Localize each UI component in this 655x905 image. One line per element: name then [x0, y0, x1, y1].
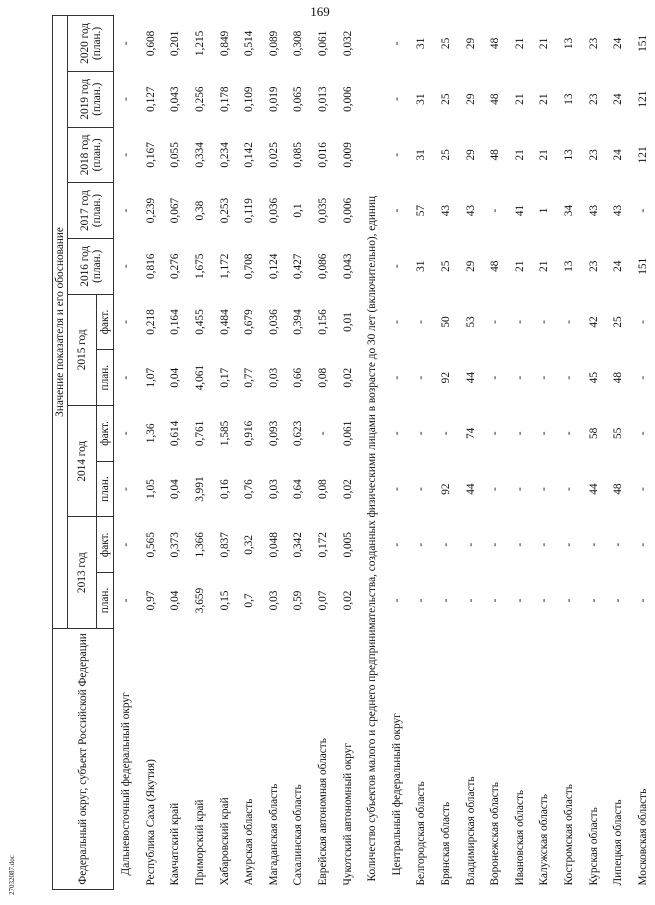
table-cell: 0,218 — [144, 309, 157, 335]
region-name: Воронежская область — [489, 782, 502, 886]
region-name: Владимирская область — [464, 776, 477, 886]
table-cell: - — [612, 542, 625, 547]
region-name: Московская область — [636, 788, 649, 886]
table-cell: 0,427 — [292, 253, 305, 279]
table-cell: - — [538, 542, 551, 547]
region-name: Сахалинская область — [292, 784, 305, 886]
table-cell: 121 — [636, 146, 649, 164]
table-cell: 25 — [612, 316, 625, 328]
table-cell: - — [415, 431, 428, 436]
table-cell: - — [538, 598, 551, 603]
table-cell: - — [390, 320, 403, 324]
table-cell: - — [489, 208, 502, 213]
header-group: Значение показателя и его обоснование — [53, 16, 68, 629]
table-cell: 44 — [464, 483, 477, 495]
table-note-row — [360, 16, 385, 890]
table-cell: 48 — [489, 260, 502, 272]
table-cell: - — [390, 431, 403, 436]
table-cell: - — [120, 152, 133, 157]
table-cell: - — [390, 97, 403, 102]
table-row — [335, 16, 360, 890]
table-cell: 23 — [587, 260, 600, 272]
table-cell: 0,276 — [169, 253, 182, 279]
table-cell: 0,065 — [292, 86, 305, 112]
indicator-table — [52, 15, 655, 890]
table-cell: 21 — [513, 260, 526, 272]
table-cell: - — [562, 598, 575, 603]
table-cell: 53 — [464, 316, 477, 328]
table-cell: 0,167 — [144, 142, 157, 168]
table-cell: 0,394 — [292, 309, 305, 335]
table-cell: 0,761 — [194, 420, 207, 447]
table-cell: 0,089 — [267, 30, 280, 57]
table-cell: 121 — [636, 90, 649, 108]
table-cell: 3,991 — [194, 476, 207, 502]
table-cell: 21 — [513, 149, 526, 161]
table-cell: 13 — [562, 93, 575, 105]
table-cell: 25 — [440, 37, 453, 50]
table-cell: 0,334 — [194, 142, 207, 168]
table-cell: 48 — [612, 483, 625, 495]
table-cell: 0,614 — [169, 420, 182, 447]
table-cell: 0,009 — [341, 142, 354, 168]
table-cell: 0,109 — [243, 86, 256, 112]
table-cell: - — [489, 320, 502, 324]
table-cell: 45 — [587, 372, 600, 384]
header-year: 2020 год (план.) — [68, 16, 114, 72]
section-row — [385, 16, 410, 890]
table-cell: 0,005 — [341, 532, 354, 558]
table-cell: 44 — [587, 483, 600, 495]
table-row — [434, 16, 459, 890]
table-cell: 0,837 — [218, 532, 231, 558]
table-cell: 50 — [440, 316, 453, 328]
table-cell: 0,849 — [218, 30, 231, 57]
table-cell: - — [390, 208, 403, 213]
table-cell: 0,043 — [341, 253, 354, 279]
table-cell: 21 — [538, 260, 551, 272]
region-name: Магаданская область — [267, 783, 280, 886]
table-cell: 0,77 — [243, 367, 256, 388]
table-cell: 0,016 — [317, 142, 330, 168]
table-cell: - — [612, 598, 625, 603]
table-cell: 0,061 — [317, 30, 330, 57]
table-cell: - — [120, 208, 133, 213]
region-name: Костромская область — [562, 784, 575, 886]
table-cell: 23 — [587, 93, 600, 105]
table-cell: - — [513, 598, 526, 603]
table-cell: - — [120, 264, 133, 269]
table-cell: 3,659 — [194, 587, 207, 614]
table-cell: - — [636, 598, 649, 603]
header-year: 2014 год — [68, 406, 97, 517]
table-row — [458, 16, 483, 890]
indicator-description: Количество субъектов малого и среднего предпринимательства, созданных физическими лицами в возрасте до 30 лет (включительно), единиц — [366, 195, 379, 882]
table-row — [163, 16, 188, 890]
table-cell: - — [415, 320, 428, 324]
table-cell: 0,38 — [194, 200, 207, 221]
page-number: 169 — [310, 4, 330, 19]
table-cell: 0,816 — [144, 253, 157, 279]
table-cell: 0,006 — [341, 197, 354, 224]
rotated-table-container — [52, 15, 649, 890]
table-cell: - — [464, 542, 477, 547]
table-row — [483, 16, 508, 890]
table-cell: 24 — [612, 149, 625, 161]
table-cell: - — [636, 320, 649, 324]
table-cell: - — [390, 375, 403, 380]
table-cell: - — [562, 487, 575, 491]
table-cell: 0,03 — [267, 479, 280, 499]
table-cell: 0,64 — [292, 479, 305, 499]
region-name: Брянская область — [440, 801, 453, 886]
table-cell: 13 — [562, 37, 575, 50]
table-cell: 0,061 — [341, 420, 354, 447]
table-cell: 21 — [538, 149, 551, 161]
table-cell: - — [390, 152, 403, 157]
table-cell: 0,013 — [317, 86, 330, 112]
table-cell: 0,234 — [218, 142, 231, 168]
table-cell: 58 — [587, 427, 600, 440]
table-cell: 43 — [464, 204, 477, 217]
table-cell: 0,608 — [144, 30, 157, 57]
table-cell: 0,036 — [267, 309, 280, 335]
table-cell: - — [390, 41, 403, 46]
table-cell: 0,036 — [267, 197, 280, 224]
table-cell: 1 — [538, 207, 551, 214]
region-name: Еврейская автономная область — [317, 738, 330, 886]
table-cell: 0,124 — [267, 253, 280, 279]
table-cell: 31 — [415, 93, 428, 105]
table-cell: 24 — [612, 93, 625, 105]
table-cell: - — [562, 375, 575, 380]
table-cell: - — [538, 320, 551, 324]
district-name: Центральный федеральный округ — [390, 713, 403, 876]
table-row — [606, 16, 631, 890]
header-year: 2016 год (план.) — [68, 238, 114, 294]
table-cell: 0,1 — [292, 203, 305, 218]
table-cell: 23 — [587, 149, 600, 161]
footer-document-id: 27032087.doc — [8, 855, 16, 895]
table-cell: 29 — [464, 93, 477, 105]
table-cell: 0,067 — [169, 197, 182, 224]
table-cell: 0,342 — [292, 532, 305, 558]
table-cell: - — [390, 542, 403, 547]
table-cell: 0,455 — [194, 309, 207, 335]
table-cell: 57 — [415, 204, 428, 217]
table-cell: - — [513, 542, 526, 547]
table-cell: - — [562, 320, 575, 324]
table-row — [508, 16, 533, 890]
table-cell: 0,7 — [243, 593, 256, 608]
table-cell: 0,04 — [169, 367, 182, 388]
header-year: 2019 год (план.) — [68, 71, 114, 127]
table-cell: 0,172 — [317, 532, 330, 558]
table-cell: 0,164 — [169, 309, 182, 335]
table-cell: 1,172 — [218, 253, 231, 279]
region-name: Приморский край — [194, 799, 207, 886]
table-cell: - — [513, 375, 526, 380]
table-cell: - — [120, 320, 133, 324]
table-cell: 0,025 — [267, 142, 280, 168]
table-cell: 0,16 — [218, 479, 231, 499]
table-row — [286, 16, 311, 890]
table-cell: 0,66 — [292, 367, 305, 388]
table-cell: 48 — [489, 37, 502, 50]
table-cell: - — [120, 542, 133, 547]
table-cell: 0,055 — [169, 142, 182, 168]
header-subcolumn: план. — [97, 461, 114, 517]
region-name: Амурская область — [243, 798, 256, 886]
table-cell: 0,04 — [169, 590, 182, 611]
table-body — [114, 16, 655, 890]
table-cell: - — [390, 264, 403, 269]
table-cell: 42 — [587, 316, 600, 328]
table-cell: 0,03 — [267, 590, 280, 611]
header-subcolumn: план. — [97, 573, 114, 629]
table-cell: 0,08 — [317, 367, 330, 388]
table-cell: 31 — [415, 37, 428, 50]
table-cell: 0,02 — [341, 367, 354, 388]
table-cell: 0,256 — [194, 86, 207, 112]
table-cell: 0,623 — [292, 420, 305, 447]
table-cell: 151 — [636, 257, 649, 275]
table-cell: 151 — [636, 34, 649, 52]
table-cell: 74 — [464, 427, 477, 440]
table-cell: - — [390, 487, 403, 491]
table-cell: 0,03 — [267, 367, 280, 388]
table-cell: 0,035 — [317, 197, 330, 224]
table-cell: 0,679 — [243, 309, 256, 335]
table-cell: - — [538, 487, 551, 491]
table-cell: 0,308 — [292, 30, 305, 57]
table-cell: 21 — [513, 37, 526, 50]
table-cell: 0,15 — [218, 590, 231, 611]
table-cell: 0,565 — [144, 532, 157, 558]
table-cell: 24 — [612, 37, 625, 50]
table-cell: 1,585 — [218, 420, 231, 447]
table-cell: 0,127 — [144, 86, 157, 112]
table-cell: - — [636, 487, 649, 491]
header-year: 2017 год (план.) — [68, 183, 114, 239]
table-cell: - — [415, 375, 428, 380]
table-cell: 1,07 — [144, 367, 157, 388]
table-cell: - — [120, 97, 133, 102]
table-row — [630, 16, 655, 890]
table-header — [53, 16, 114, 890]
header-subcolumn: план. — [97, 350, 114, 406]
table-cell: - — [513, 487, 526, 491]
table-row — [139, 16, 164, 890]
table-cell: - — [562, 542, 575, 547]
table-cell: 0,97 — [144, 590, 157, 611]
table-cell: 0,086 — [317, 253, 330, 279]
header-name-column: Федеральный округ, субъект Российской Федерации — [53, 628, 114, 889]
table-cell: 31 — [415, 260, 428, 272]
table-row — [188, 16, 213, 890]
table-cell: 21 — [538, 93, 551, 105]
region-name: Липецкая область — [612, 799, 625, 886]
table-cell: - — [489, 598, 502, 603]
region-name: Калужская область — [538, 794, 551, 886]
table-cell: 0,08 — [317, 479, 330, 499]
table-cell: 44 — [464, 372, 477, 384]
table-cell: - — [636, 542, 649, 547]
table-row — [262, 16, 287, 890]
header-subcolumn: факт. — [97, 517, 114, 573]
table-cell: 1,675 — [194, 253, 207, 279]
header-subcolumn: факт. — [97, 406, 114, 462]
table-cell: 0,59 — [292, 590, 305, 611]
table-cell: 1,215 — [194, 30, 207, 57]
table-cell: 0,043 — [169, 86, 182, 112]
table-row — [557, 16, 582, 890]
table-cell: - — [489, 542, 502, 547]
table-cell: - — [120, 598, 133, 603]
region-name: Курская область — [587, 807, 600, 886]
table-cell: - — [440, 431, 453, 436]
table-cell: 0,019 — [267, 86, 280, 112]
table-cell: 43 — [587, 204, 600, 217]
region-name: Чукотский автономный округ — [341, 743, 354, 886]
table-cell: 0,514 — [243, 30, 256, 57]
table-cell: 48 — [489, 149, 502, 161]
table-cell: 0,032 — [341, 30, 354, 57]
table-cell: - — [513, 320, 526, 324]
table-cell: 0,253 — [218, 197, 231, 224]
table-cell: 0,085 — [292, 142, 305, 168]
table-cell: - — [440, 542, 453, 547]
region-name: Белгородская область — [415, 781, 428, 886]
table-cell: 13 — [562, 149, 575, 161]
table-cell: 0,142 — [243, 142, 256, 168]
table-cell: 34 — [562, 204, 575, 217]
table-cell: 43 — [440, 204, 453, 217]
table-cell: 0,02 — [341, 590, 354, 611]
table-cell: 0,484 — [218, 309, 231, 335]
table-cell: 0,32 — [243, 534, 256, 555]
table-cell: 4,061 — [194, 364, 207, 391]
table-cell: 0,02 — [341, 479, 354, 499]
table-cell: 0,17 — [218, 367, 231, 388]
table-cell: 0,156 — [317, 309, 330, 335]
table-cell: - — [562, 431, 575, 436]
region-name: Республика Саха (Якутия) — [144, 759, 157, 886]
table-cell: - — [513, 431, 526, 436]
table-cell: 48 — [489, 93, 502, 105]
table-cell: - — [538, 431, 551, 436]
table-cell: 21 — [513, 93, 526, 105]
table-cell: 92 — [440, 483, 453, 495]
table-cell: - — [464, 598, 477, 603]
table-cell: 0,201 — [169, 30, 182, 57]
table-cell: 43 — [612, 204, 625, 217]
table-cell: 29 — [464, 37, 477, 50]
table-cell: - — [489, 375, 502, 380]
table-cell: - — [489, 431, 502, 436]
table-cell: 24 — [612, 260, 625, 272]
table-cell: 48 — [612, 372, 625, 384]
table-cell: - — [489, 487, 502, 491]
table-cell: 0,373 — [169, 532, 182, 558]
table-cell: 31 — [415, 149, 428, 161]
table-cell: 13 — [562, 260, 575, 272]
table-cell: 1,05 — [144, 479, 157, 499]
table-row — [212, 16, 237, 890]
region-name: Хабаровский край — [218, 797, 231, 886]
section-row — [114, 16, 139, 890]
table-cell: 1,36 — [144, 423, 157, 444]
table-cell: - — [587, 542, 600, 547]
table-cell: 25 — [440, 260, 453, 272]
table-cell: 92 — [440, 372, 453, 384]
table-cell: 25 — [440, 93, 453, 105]
table-cell: - — [120, 41, 133, 46]
header-year: 2013 год — [68, 517, 97, 628]
table-cell: - — [120, 487, 133, 491]
table-cell: - — [317, 431, 330, 436]
district-name: Дальневосточный федеральный округ — [120, 692, 133, 876]
table-cell: 0,708 — [243, 253, 256, 279]
region-name: Камчатский край — [169, 802, 182, 886]
table-cell: 29 — [464, 260, 477, 272]
table-cell: 41 — [513, 204, 526, 217]
table-cell: 0,048 — [267, 532, 280, 558]
table-cell: - — [636, 375, 649, 380]
table-cell: 0,04 — [169, 479, 182, 499]
table-cell: - — [390, 598, 403, 603]
header-year: 2018 год (план.) — [68, 127, 114, 183]
table-cell: - — [415, 598, 428, 603]
table-cell: - — [440, 598, 453, 603]
table-cell: - — [120, 375, 133, 380]
table-cell: 0,093 — [267, 420, 280, 447]
table-cell: 0,119 — [243, 198, 256, 224]
table-cell: 0,916 — [243, 420, 256, 447]
table-cell: - — [636, 431, 649, 436]
table-cell: 0,239 — [144, 197, 157, 224]
table-row — [532, 16, 557, 890]
table-row — [581, 16, 606, 890]
table-row — [409, 16, 434, 890]
table-cell: - — [636, 208, 649, 213]
table-cell: 0,76 — [243, 479, 256, 499]
table-cell: - — [120, 431, 133, 436]
table-cell: 29 — [464, 149, 477, 161]
table-cell: - — [415, 542, 428, 547]
table-cell: 0,01 — [341, 312, 354, 332]
table-cell: 23 — [587, 37, 600, 50]
table-cell: 55 — [612, 427, 625, 440]
table-cell: - — [587, 598, 600, 603]
table-cell: 1,366 — [194, 532, 207, 558]
table-row — [237, 16, 262, 890]
region-name: Ивановская область — [513, 789, 526, 886]
table-row — [311, 16, 336, 890]
table-cell: - — [538, 375, 551, 380]
table-cell: 0,07 — [317, 590, 330, 611]
header-year: 2015 год — [68, 294, 97, 405]
header-subcolumn: факт. — [97, 294, 114, 350]
table-cell: 21 — [538, 37, 551, 50]
table-cell: 0,178 — [218, 86, 231, 112]
table-cell: 25 — [440, 149, 453, 161]
table-cell: 0,006 — [341, 86, 354, 112]
table-cell: - — [415, 487, 428, 491]
